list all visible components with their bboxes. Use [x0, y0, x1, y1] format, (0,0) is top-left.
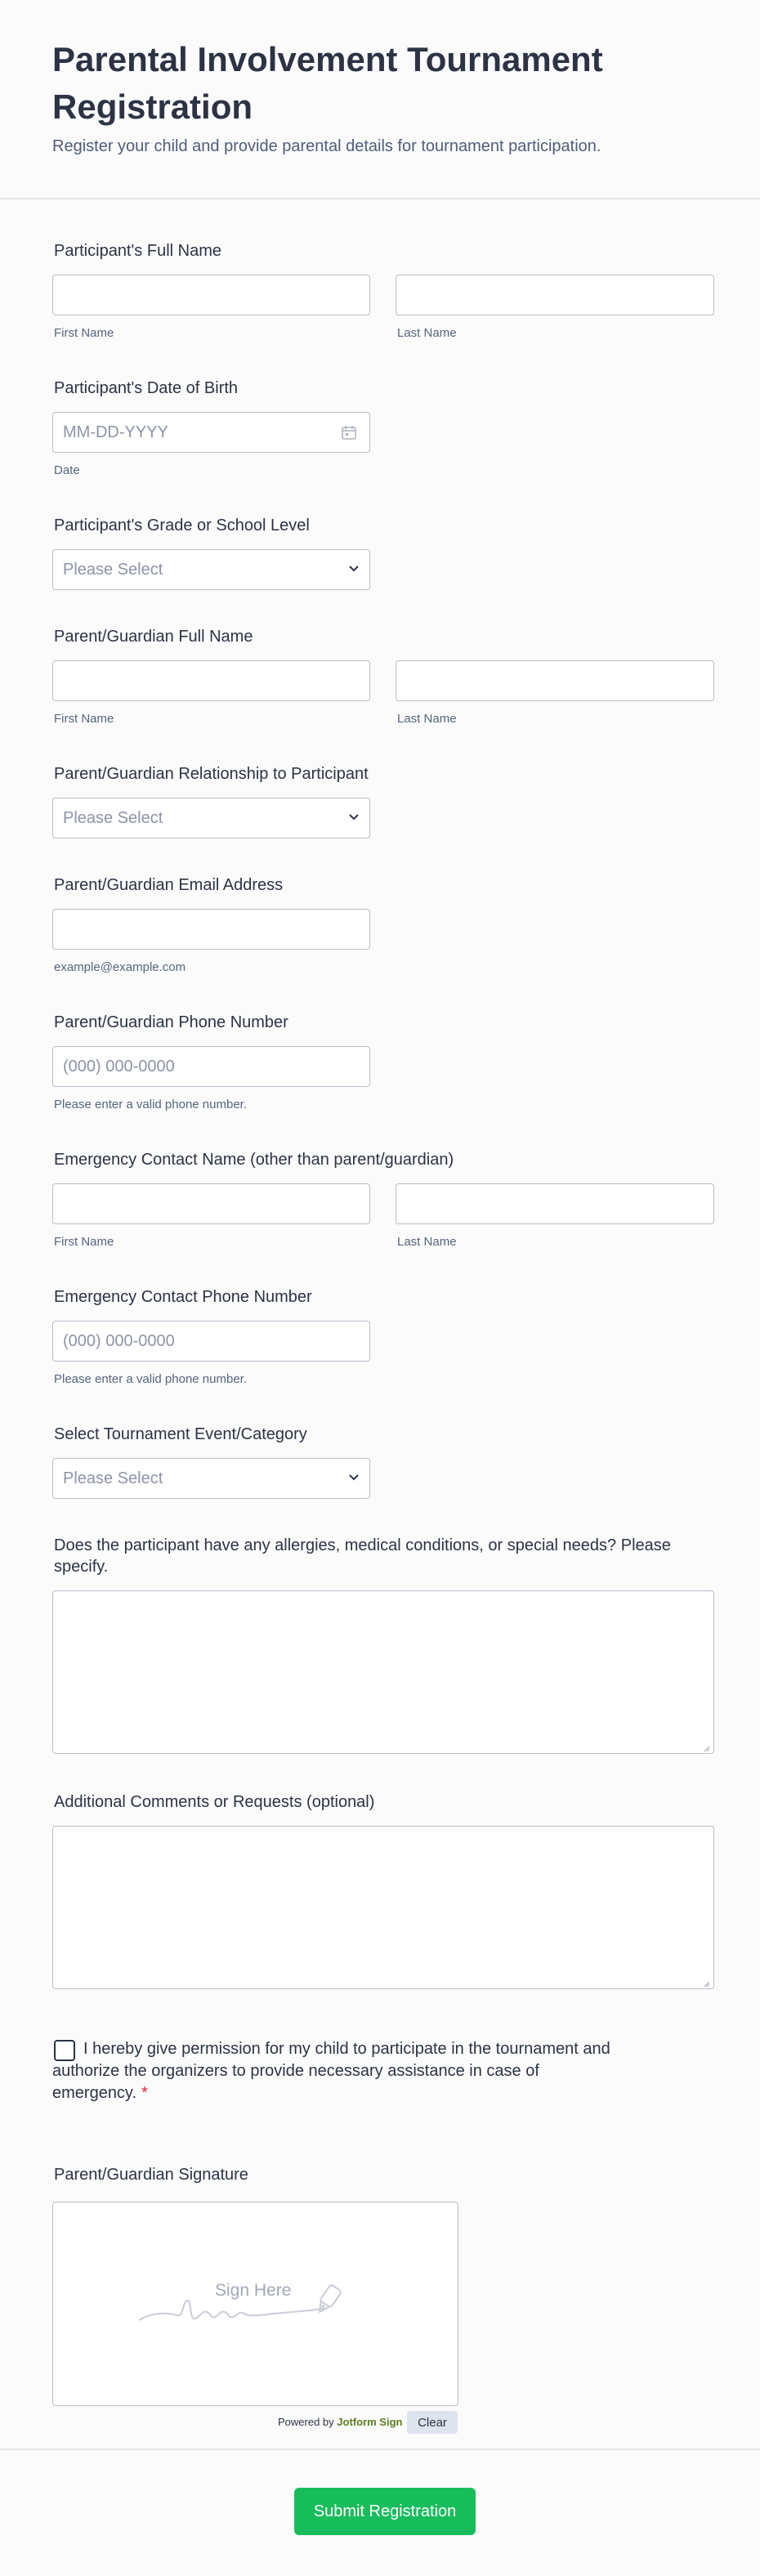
- participant-dob-label: Participant's Date of Birth: [54, 379, 239, 397]
- grade-label: Participant's Grade or School Level: [54, 517, 310, 534]
- emergency-first-name-sublabel: First Name: [54, 1235, 114, 1249]
- chevron-down-icon: [348, 562, 360, 577]
- relationship-select[interactable]: [52, 798, 370, 839]
- parent-email-label: Parent/Guardian Email Address: [54, 876, 284, 894]
- event-label: Select Tournament Event/Category: [54, 1425, 307, 1443]
- form-title: Parental Involvement Tournament Registration: [52, 40, 603, 126]
- submit-button[interactable]: Submit Registration: [294, 2488, 476, 2535]
- emergency-phone-input[interactable]: [52, 1321, 370, 1362]
- emergency-phone-label: Emergency Contact Phone Number: [54, 1288, 312, 1306]
- participant-dob-sublabel: Date: [54, 463, 80, 477]
- medical-label: Does the participant have any allergies, medical conditions, or special needs? Please specify.: [54, 1536, 671, 1576]
- participant-first-name-sublabel: First Name: [54, 326, 114, 340]
- parent-phone-sublabel: Please enter a valid phone number.: [54, 1098, 247, 1111]
- signature-scribble-icon: [135, 2278, 372, 2331]
- signature-pad[interactable]: [52, 2202, 458, 2406]
- comments-textarea[interactable]: [52, 1826, 714, 1989]
- grade-select-value: Please Select: [63, 560, 163, 579]
- parent-first-name-sublabel: First Name: [54, 712, 114, 726]
- chevron-down-icon: [348, 1471, 360, 1486]
- powered-by-text: Powered by: [278, 2416, 334, 2428]
- participant-first-name-input[interactable]: [52, 275, 370, 315]
- chevron-down-icon: [348, 811, 360, 825]
- form-header: [0, 0, 760, 199]
- powered-by: [278, 2416, 402, 2428]
- permission-text: [52, 2038, 624, 2104]
- participant-dob-input[interactable]: [52, 412, 370, 453]
- parent-last-name-input[interactable]: [396, 660, 714, 701]
- emergency-phone-sublabel: Please enter a valid phone number.: [54, 1372, 247, 1386]
- participant-last-name-input[interactable]: [396, 275, 714, 315]
- parent-phone-input[interactable]: [52, 1046, 370, 1087]
- form-subtitle: Register your child and provide parental details for tournament participation.: [52, 137, 601, 155]
- permission-text-content: I hereby give permission for my child to participate in the tournament and authorize the organizers to provide necessary assistance in case of emergency.: [52, 2040, 610, 2102]
- parent-email-sublabel: example@example.com: [54, 960, 186, 974]
- comments-label: Additional Comments or Requests (optional): [54, 1793, 375, 1811]
- resize-grip-icon[interactable]: [702, 1977, 710, 1985]
- event-select[interactable]: [52, 1458, 370, 1499]
- jotform-sign-link[interactable]: Jotform Sign: [337, 2416, 403, 2428]
- parent-email-input[interactable]: [52, 909, 370, 950]
- parent-phone-label: Parent/Guardian Phone Number: [54, 1013, 288, 1031]
- signature-placeholder: Sign Here: [215, 2281, 292, 2300]
- parent-last-name-sublabel: Last Name: [397, 712, 457, 726]
- grade-select[interactable]: [52, 549, 370, 590]
- emergency-last-name-input[interactable]: [396, 1183, 714, 1224]
- calendar-icon[interactable]: [340, 423, 358, 441]
- relationship-label: Parent/Guardian Relationship to Participant: [54, 765, 369, 783]
- parent-name-label: Parent/Guardian Full Name: [54, 628, 253, 646]
- clear-signature-button[interactable]: Clear: [407, 2411, 458, 2434]
- emergency-name-label: Emergency Contact Name (other than parent/guardian): [54, 1151, 454, 1169]
- participant-name-label: Participant's Full Name: [54, 242, 221, 260]
- emergency-last-name-sublabel: Last Name: [397, 1235, 457, 1249]
- signature-label: Parent/Guardian Signature: [54, 2166, 248, 2184]
- relationship-select-value: Please Select: [63, 808, 163, 827]
- participant-last-name-sublabel: Last Name: [397, 326, 457, 340]
- parent-first-name-input[interactable]: [52, 660, 370, 701]
- emergency-first-name-input[interactable]: [52, 1183, 370, 1224]
- footer-divider: [0, 2449, 760, 2450]
- resize-grip-icon[interactable]: [702, 1742, 710, 1750]
- medical-textarea[interactable]: [52, 1590, 714, 1754]
- event-select-value: Please Select: [63, 1469, 163, 1487]
- required-mark: *: [141, 2084, 148, 2102]
